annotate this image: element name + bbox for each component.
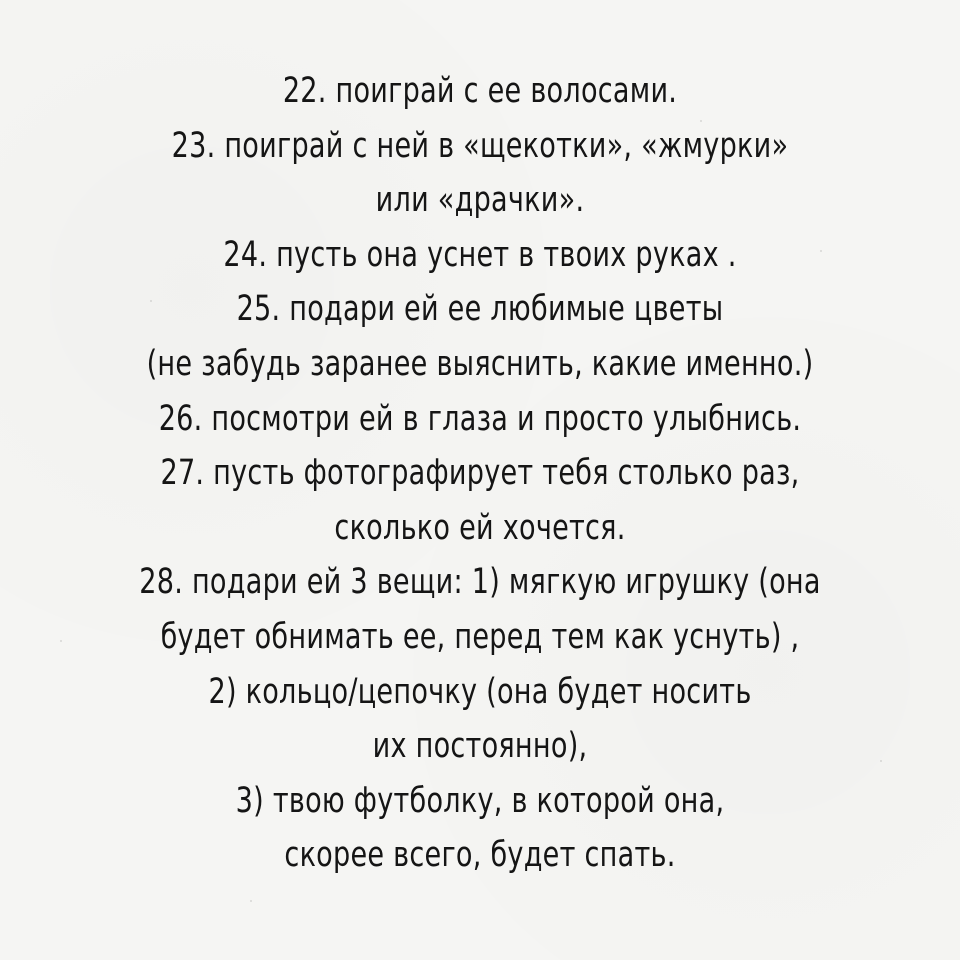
tip-line: 26. посмотри ей в глаза и просто улыбнись. xyxy=(158,398,802,439)
tip-line: 24. пусть она уснет в твоих руках . xyxy=(223,234,737,275)
tip-line: 3) твою футболку, в которой она, xyxy=(235,780,725,821)
tip-line: 25. подари ей ее любимые цветы xyxy=(236,289,724,330)
tip-line: их постоянно), xyxy=(372,726,588,767)
tips-list xyxy=(40,64,920,883)
tip-line: 22. поиграй с ее волосами. xyxy=(282,71,678,111)
tip-line: скорее всего, будет спать. xyxy=(284,835,676,876)
paper-speck xyxy=(250,900,252,902)
tip-line: или «драчки». xyxy=(375,180,585,221)
tip-line: (не забудь заранее выяснить, какие именно.) xyxy=(146,343,814,384)
tip-line: 27. пусть фотографирует тебя столько раз, xyxy=(160,453,800,494)
tip-line: будет обнимать ее, перед тем как уснуть) , xyxy=(160,616,800,657)
tip-line: 28. подари ей 3 вещи: 1) мягкую игрушку (она xyxy=(139,562,821,603)
tip-line: 2) кольцо/цепочку (она будет носить xyxy=(208,671,752,712)
tip-line: 23. поиграй с ней в «щекотки», «жмурки» xyxy=(171,125,789,166)
tip-line: сколько ей хочется. xyxy=(334,507,626,548)
